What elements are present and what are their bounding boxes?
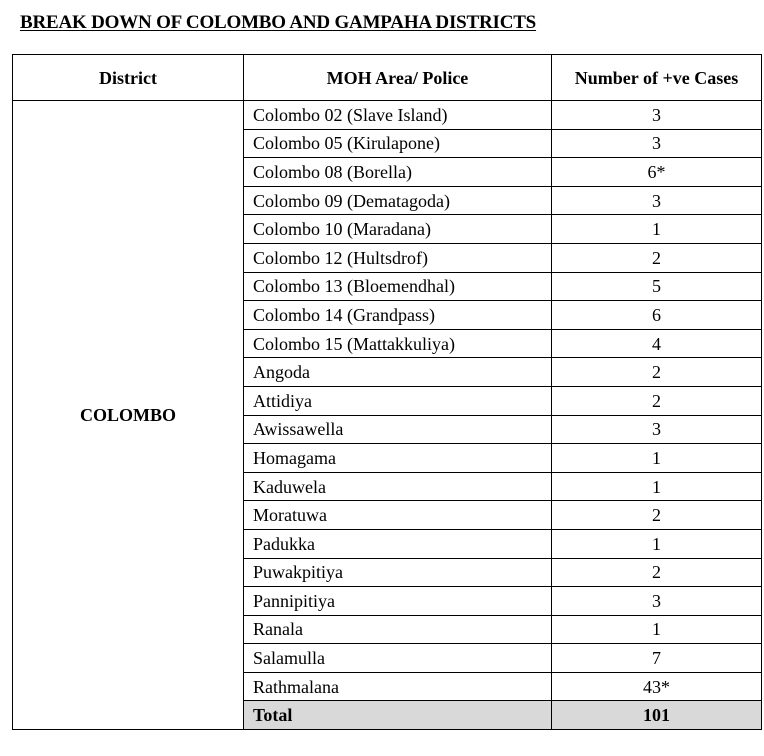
case-count-cell: 43* (552, 672, 762, 701)
moh-area-cell: Attidiya (244, 386, 552, 415)
moh-area-cell: Colombo 13 (Bloemendhal) (244, 272, 552, 301)
district-cell: COLOMBO (13, 101, 244, 730)
case-count-cell: 2 (552, 558, 762, 587)
case-count-cell: 2 (552, 501, 762, 530)
case-count-cell: 1 (552, 529, 762, 558)
moh-area-cell: Puwakpitiya (244, 558, 552, 587)
document-title: BREAK DOWN OF COLOMBO AND GAMPAHA DISTRICTS (20, 12, 537, 33)
header-moh-area: MOH Area/ Police (244, 55, 552, 101)
moh-area-cell: Colombo 09 (Dematagoda) (244, 186, 552, 215)
moh-area-cell: Colombo 02 (Slave Island) (244, 101, 552, 130)
header-case-count: Number of +ve Cases (552, 55, 762, 101)
moh-area-cell: Salamulla (244, 644, 552, 673)
table-body (13, 101, 762, 730)
case-count-cell: 3 (552, 587, 762, 616)
case-count-cell: 5 (552, 272, 762, 301)
case-count-cell: 2 (552, 358, 762, 387)
cases-table (12, 54, 762, 730)
moh-area-cell: Pannipitiya (244, 587, 552, 616)
case-count-cell: 7 (552, 644, 762, 673)
moh-area-cell: Colombo 05 (Kirulapone) (244, 129, 552, 158)
total-label: Total (244, 701, 552, 730)
case-count-cell: 2 (552, 386, 762, 415)
case-count-cell: 3 (552, 101, 762, 130)
moh-area-cell: Awissawella (244, 415, 552, 444)
case-count-cell: 2 (552, 243, 762, 272)
table-header-row (13, 55, 762, 101)
case-count-cell: 1 (552, 444, 762, 473)
header-district: District (13, 55, 244, 101)
case-count-cell: 3 (552, 186, 762, 215)
moh-area-cell: Homagama (244, 444, 552, 473)
case-count-cell: 3 (552, 129, 762, 158)
case-count-cell: 3 (552, 415, 762, 444)
case-count-cell: 6 (552, 301, 762, 330)
case-count-cell: 1 (552, 215, 762, 244)
moh-area-cell: Rathmalana (244, 672, 552, 701)
moh-area-cell: Moratuwa (244, 501, 552, 530)
moh-area-cell: Colombo 10 (Maradana) (244, 215, 552, 244)
case-count-cell: 1 (552, 615, 762, 644)
moh-area-cell: Kaduwela (244, 472, 552, 501)
moh-area-cell: Ranala (244, 615, 552, 644)
moh-area-cell: Colombo 12 (Hultsdrof) (244, 243, 552, 272)
case-count-cell: 1 (552, 472, 762, 501)
moh-area-cell: Colombo 08 (Borella) (244, 158, 552, 187)
case-count-cell: 6* (552, 158, 762, 187)
moh-area-cell: Colombo 14 (Grandpass) (244, 301, 552, 330)
moh-area-cell: Padukka (244, 529, 552, 558)
table-row (13, 101, 762, 130)
moh-area-cell: Angoda (244, 358, 552, 387)
case-count-cell: 4 (552, 329, 762, 358)
total-value: 101 (552, 701, 762, 730)
moh-area-cell: Colombo 15 (Mattakkuliya) (244, 329, 552, 358)
